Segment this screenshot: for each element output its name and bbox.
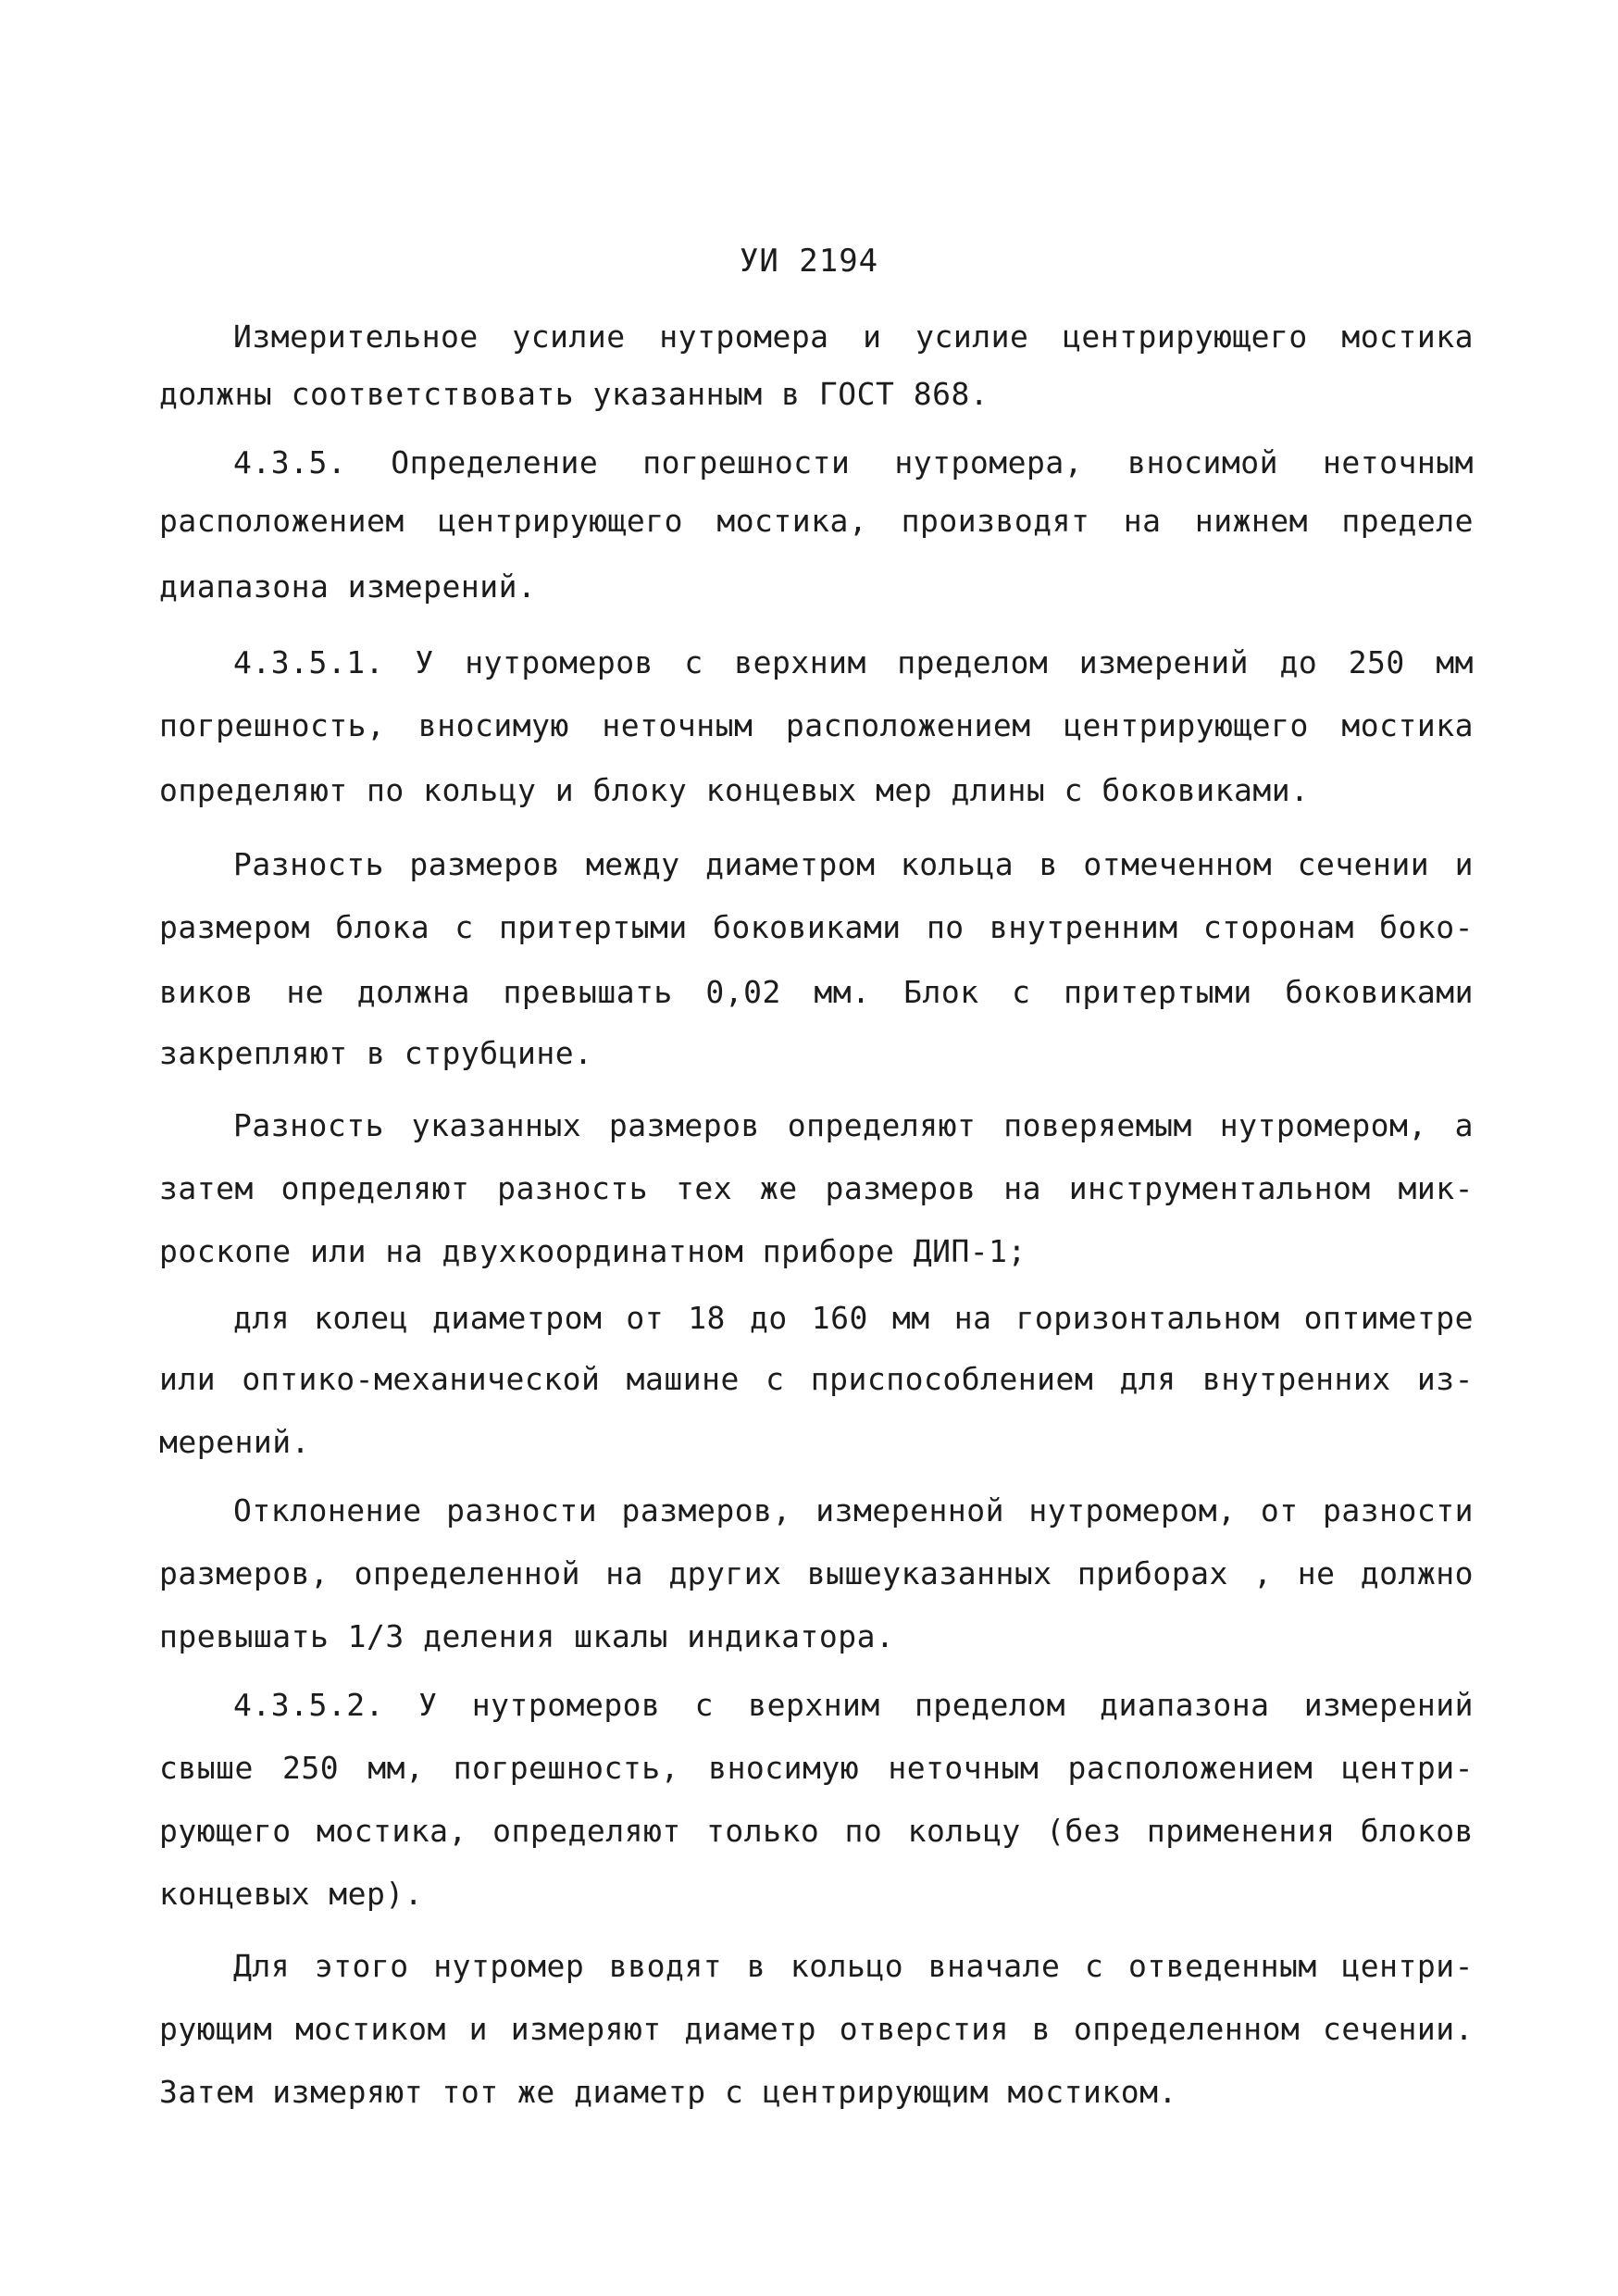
text-line: виков не должна превышать 0,02 мм. Блок с притертыми боковиками bbox=[159, 974, 1474, 1010]
text-line: Разность размеров между диаметром кольца в отмеченном сечении и bbox=[233, 846, 1474, 882]
text-line: мерений. bbox=[159, 1424, 310, 1460]
text-line: 4.3.5.1. У нутромеров с верхним пределом измерений до 250 мм bbox=[233, 644, 1474, 680]
text-line: размеров, определенной на других вышеуказанных приборах , не должно bbox=[159, 1555, 1474, 1591]
text-line: рующим мостиком и измеряют диаметр отверстия в определенном сечении. bbox=[159, 2011, 1474, 2047]
text-line: Затем измеряют тот же диаметр с центрирующим мостиком. bbox=[159, 2074, 1177, 2110]
text-line: затем определяют разность тех же размеров на инструментальном мик- bbox=[159, 1170, 1474, 1206]
text-line: 4.3.5. Определение погрешности нутромера, вносимой неточным bbox=[233, 444, 1474, 480]
text-line: размером блока с притертыми боковиками по внутренним сторонам боко- bbox=[159, 909, 1474, 945]
text-line: расположением центрирующего мостика, производят на нижнем пределе bbox=[159, 503, 1474, 539]
text-line: для колец диаметром от 18 до 160 мм на горизонтальном оптиметре bbox=[233, 1300, 1474, 1336]
text-line: диапазона измерений. bbox=[159, 568, 537, 605]
text-line: определяют по кольцу и блоку концевых мер длины с боковиками. bbox=[159, 772, 1310, 808]
text-line: Отклонение разности размеров, измеренной нутромером, от разности bbox=[233, 1492, 1474, 1529]
text-line: Для этого нутромер вводят в кольцо вначале с отведенным центри- bbox=[233, 1948, 1474, 1984]
text-line: роскопе или на двухкоординатном приборе ДИП-1; bbox=[159, 1233, 1027, 1269]
text-line: рующего мостика, определяют только по кольцу (без применения блоков bbox=[159, 1813, 1474, 1849]
text-line: должны соответствовать указанным в ГОСТ 868. bbox=[159, 376, 989, 412]
text-line: или оптико-механической машине с приспособлением для внутренних из- bbox=[159, 1361, 1474, 1397]
text-line: свыше 250 мм, погрешность, вносимую неточным расположением центри- bbox=[159, 1750, 1474, 1786]
text-line: Измерительное усилие нутромера и усилие центрирующего мостика bbox=[233, 318, 1474, 355]
text-line: 4.3.5.2. У нутромеров с верхним пределом диапазона измерений bbox=[233, 1687, 1474, 1723]
text-line: погрешность, вносимую неточным расположением центрирующего мостика bbox=[159, 707, 1474, 743]
page-header: УИ 2194 bbox=[739, 243, 879, 280]
text-line: Разность указанных размеров определяют поверяемым нутромером, а bbox=[233, 1107, 1474, 1143]
text-line: превышать 1/3 деления шкалы индикатора. bbox=[159, 1618, 895, 1654]
text-line: закрепляют в струбцине. bbox=[159, 1035, 593, 1071]
text-line: концевых мер). bbox=[159, 1876, 424, 1912]
